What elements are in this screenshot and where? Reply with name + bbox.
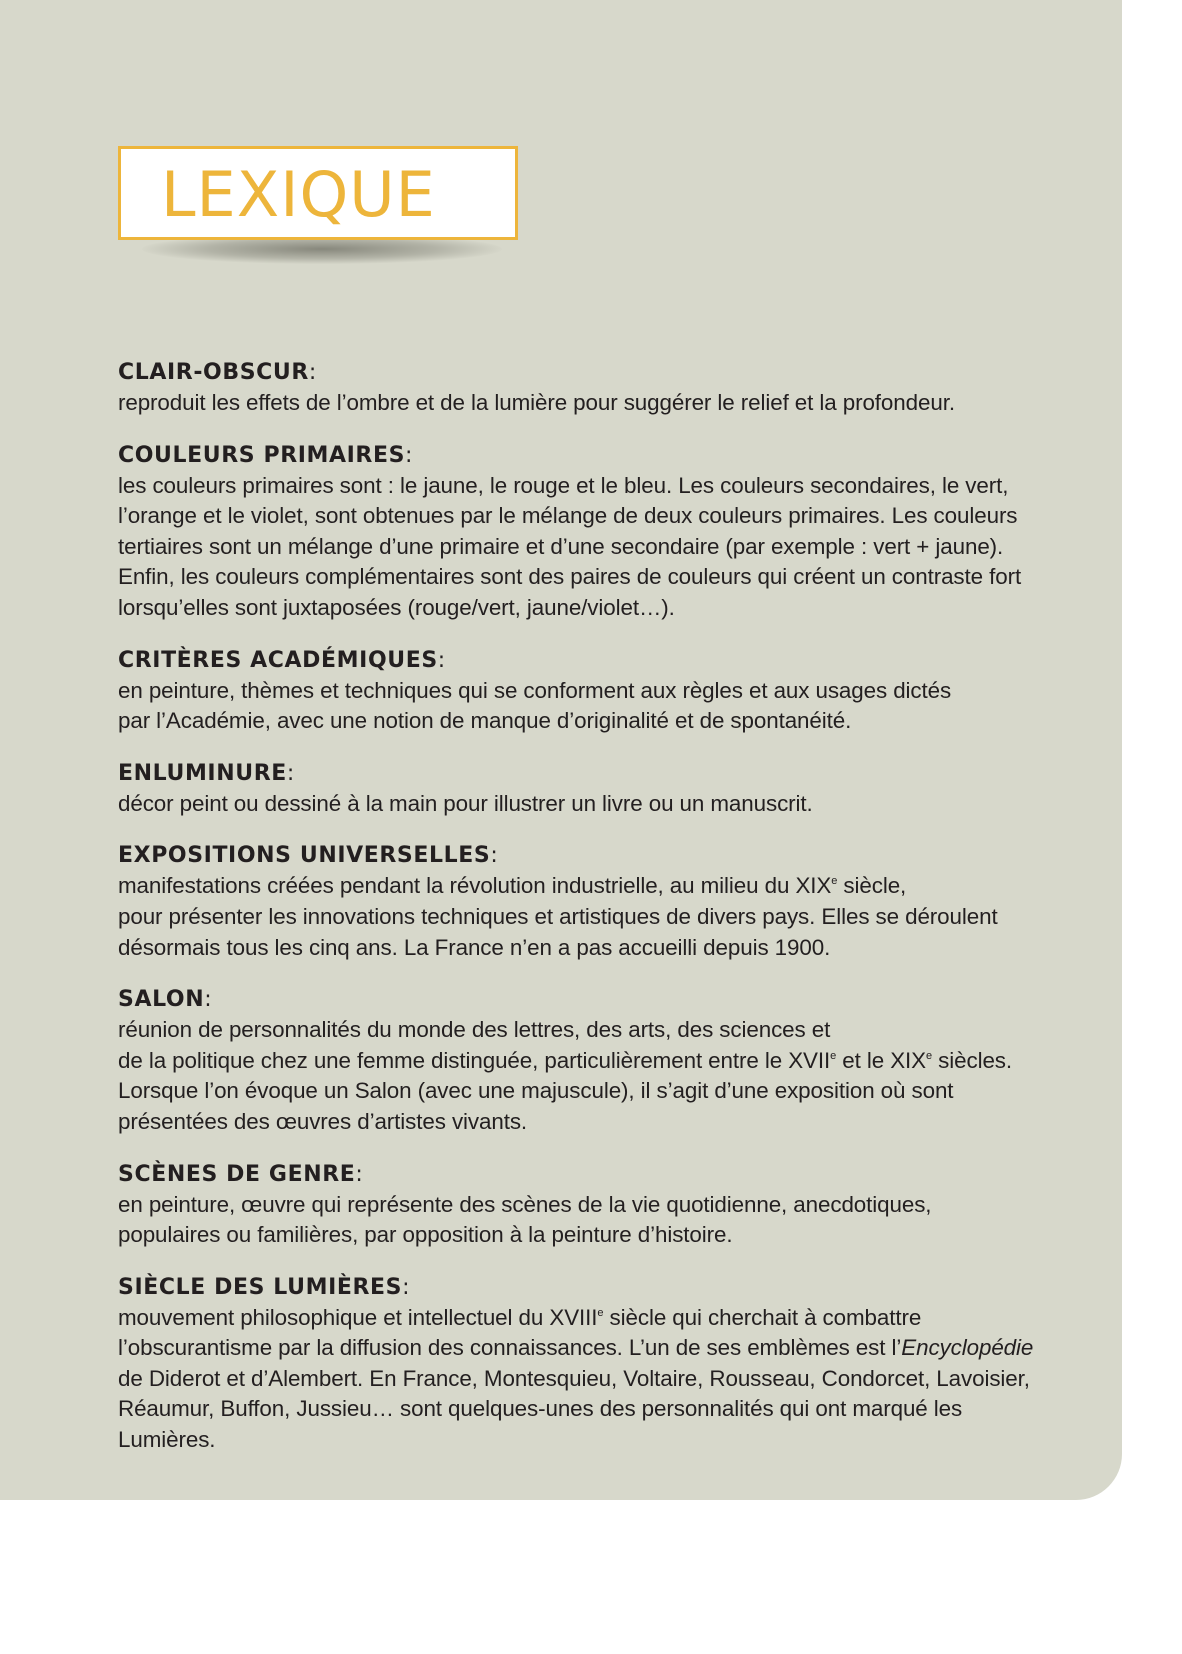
definition-line: en peinture, œuvre qui représente des scènes de la vie quotidienne, anecdotiques, <box>118 1191 932 1217</box>
glossary-term-line <box>118 985 1093 1015</box>
definition-line: les couleurs primaires sont : le jaune, le rouge et le bleu. Les couleurs secondaires, le vert, <box>118 472 1009 498</box>
definition-line: désormais tous les cinq ans. La France n’en a pas accueilli depuis 1900. <box>118 934 831 960</box>
glossary-definition <box>118 471 1093 624</box>
glossary-definition <box>118 676 1093 737</box>
definition-text: l’obscurantisme par la diffusion des connaissances. L’un de ses emblèmes est l’ <box>118 1335 902 1361</box>
term-colon: : <box>286 760 295 786</box>
definition-line: populaires ou familières, par opposition à la peinture d’histoire. <box>118 1222 733 1248</box>
glossary-definition <box>118 789 1093 820</box>
glossary-entry <box>118 1273 1093 1456</box>
glossary-term: COULEURS PRIMAIRES <box>118 442 406 468</box>
term-colon: : <box>204 987 212 1013</box>
glossary-term: CRITÈRES ACADÉMIQUES <box>118 647 438 673</box>
glossary-definition <box>118 1015 1093 1137</box>
definition-line: l’orange et le violet, sont obtenues par le mélange de deux couleurs primaires. Les couleurs <box>118 503 1018 529</box>
glossary-definition <box>118 1303 1093 1456</box>
glossary-term: SALON <box>118 987 205 1013</box>
glossary-list <box>118 358 1093 1478</box>
page-title: LEXIQUE <box>161 158 436 231</box>
superscript: e <box>831 875 838 888</box>
glossary-term: CLAIR-OBSCUR <box>118 360 309 385</box>
glossary-entry <box>118 1160 1093 1251</box>
glossary-entry <box>118 841 1093 963</box>
glossary-term-line <box>118 441 1093 471</box>
glossary-definition <box>118 388 1093 419</box>
definition-line <box>118 871 1093 902</box>
glossary-term-line <box>118 759 1093 789</box>
glossary-entry <box>118 358 1093 419</box>
definition-text: de la politique chez une femme distinguée, particulièrement entre le XVII <box>118 1047 831 1073</box>
definition-line: tertiaires sont un mélange d’une primaire et d’une secondaire (par exemple : vert + jaune). <box>118 533 1004 559</box>
term-colon: : <box>308 360 317 385</box>
glossary-term-line <box>118 841 1093 871</box>
term-colon: : <box>355 1161 363 1187</box>
definition-text: siècle, <box>837 873 907 899</box>
superscript: e <box>926 1049 933 1062</box>
glossary-entry <box>118 985 1093 1137</box>
definition-line: Lorsque l’on évoque un Salon (avec une majuscule), il s’agit d’une exposition où sont <box>118 1078 954 1104</box>
glossary-term-line <box>118 1160 1093 1190</box>
term-colon: : <box>437 647 446 673</box>
definition-line <box>118 1046 1093 1077</box>
definition-line: en peinture, thèmes et techniques qui se conforment aux règles et aux usages dictés <box>118 677 952 703</box>
definition-line: reproduit les effets de l’ombre et de la lumière pour suggérer le relief et la profondeur. <box>118 390 955 415</box>
term-colon: : <box>490 843 498 869</box>
glossary-definition <box>118 1190 1093 1251</box>
glossary-entry <box>118 759 1093 820</box>
italic-title: Encyclopédie <box>901 1335 1034 1361</box>
glossary-term: ENLUMINURE <box>118 760 287 786</box>
definition-line: décor peint ou dessiné à la main pour illustrer un livre ou un manuscrit. <box>118 790 813 816</box>
definition-line: Enfin, les couleurs complémentaires sont des paires de couleurs qui créent un contraste fort <box>118 564 1022 590</box>
definition-line: lorsqu’elles sont juxtaposées (rouge/vert, jaune/violet…). <box>118 594 675 620</box>
glossary-term: SIÈCLE DES LUMIÈRES <box>118 1274 403 1300</box>
definition-line <box>118 1303 1093 1334</box>
definition-line: réunion de personnalités du monde des lettres, des arts, des sciences et <box>118 1017 831 1043</box>
glossary-term: SCÈNES DE GENRE <box>118 1161 356 1187</box>
definition-line: pour présenter les innovations techniques et artistiques de divers pays. Elles se déroulent <box>118 903 998 929</box>
glossary-entry <box>118 441 1093 624</box>
glossary-definition <box>118 871 1093 963</box>
glossary-term-line <box>118 646 1093 676</box>
glossary-term-line <box>118 1273 1093 1303</box>
title-box <box>118 146 518 240</box>
definition-text: mouvement philosophique et intellectuel du XVIII <box>118 1304 598 1330</box>
term-colon: : <box>402 1274 410 1300</box>
superscript: e <box>830 1049 837 1062</box>
superscript: e <box>597 1306 604 1319</box>
definition-text: siècles. <box>932 1047 1013 1073</box>
glossary-term-line <box>118 358 1093 388</box>
term-colon: : <box>405 442 413 468</box>
definition-text: manifestations créées pendant la révolution industrielle, au milieu du XIX <box>118 873 832 899</box>
glossary-term: EXPOSITIONS UNIVERSELLES <box>118 843 491 869</box>
definition-line: Lumières. <box>118 1427 216 1453</box>
definition-line: par l’Académie, avec une notion de manque d’originalité et de spontanéité. <box>118 708 852 734</box>
glossary-entry <box>118 646 1093 737</box>
title-block <box>118 146 524 246</box>
definition-text: et le XIX <box>836 1047 926 1073</box>
definition-line: Réaumur, Buffon, Jussieu… sont quelques-unes des personnalités qui ont marqué les <box>118 1396 963 1422</box>
definition-line: de Diderot et d’Alembert. En France, Montesquieu, Voltaire, Rousseau, Condorcet, Lavoisier, <box>118 1365 1030 1391</box>
definition-text: siècle qui cherchait à combattre <box>603 1304 922 1330</box>
definition-line <box>118 1333 1093 1364</box>
definition-line: présentées des œuvres d’artistes vivants. <box>118 1108 528 1134</box>
